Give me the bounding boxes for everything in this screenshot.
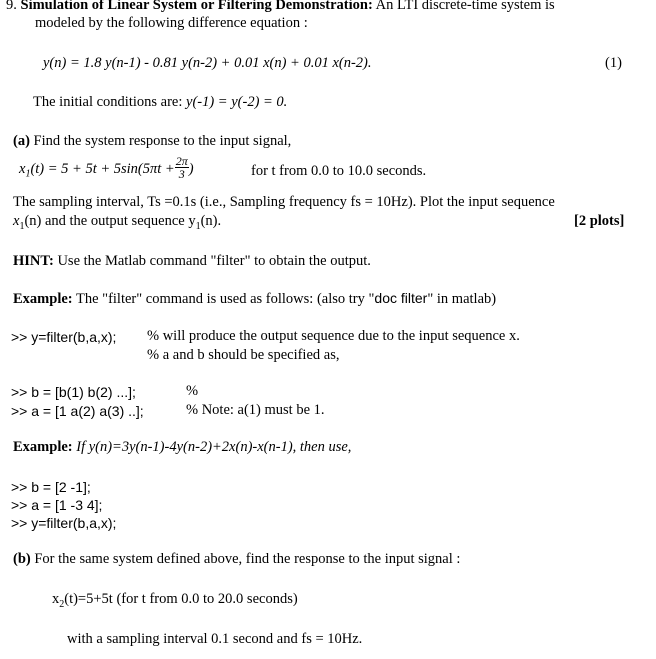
problem-intro-line2: modeled by the following difference equation : [35, 15, 308, 31]
input-signal-x2 [52, 591, 298, 610]
filter-command-comment: % will produce the output sequence due to the input sequence x. [147, 328, 520, 344]
example-1 [13, 290, 496, 308]
example-2 [13, 439, 351, 456]
b-coefficients-comment: % [186, 383, 199, 399]
plot-x-symbol: x [13, 213, 20, 229]
plot-instruction [13, 213, 221, 232]
phase-fraction [175, 155, 189, 180]
a-coefficients-comment: % Note: a(1) must be 1. [186, 402, 325, 418]
filter-command: >> y=filter(b,a,x); [11, 329, 117, 345]
part-a-text: Find the system response to the input signal, [33, 133, 292, 149]
part-b-text: For the same system defined above, find the response to the input signal : [34, 551, 461, 567]
x1-close-paren: ) [188, 160, 194, 177]
initial-conditions-label: The initial conditions are: [33, 94, 183, 110]
plot-text: (n) and the output sequence y [24, 213, 196, 229]
example-2-code-a: >> a = [1 -3 4]; [11, 497, 103, 513]
x2-subscript: 2 [59, 598, 65, 610]
example-1-text-end: " in matlab) [427, 291, 497, 307]
equation-tag: (1) [605, 55, 622, 71]
x1-symbol: x [19, 160, 26, 177]
part-b-heading [13, 551, 460, 568]
initial-conditions-value: y(-1) = y(-2) = 0. [186, 94, 288, 110]
x1-expression: (t) = 5 + 5t + 5sin(5πt + [30, 160, 175, 177]
plot-y-subscript: 1 [195, 220, 201, 232]
x1-subscript: 1 [25, 168, 31, 180]
problem-number: 9. [6, 0, 17, 13]
part-b-label: (b) [13, 551, 31, 567]
coefficients-comment: % a and b should be specified as, [147, 347, 340, 363]
fraction-denominator: 3 [178, 167, 185, 181]
part-a-label: (a) [13, 133, 30, 149]
plot-text-end: (n). [200, 213, 222, 229]
x1-time-range: for t from 0.0 to 10.0 seconds. [251, 163, 427, 179]
doc-filter-code: doc filter [374, 290, 428, 306]
part-b-sampling: with a sampling interval 0.1 second and fs = 10Hz. [67, 631, 363, 647]
initial-conditions [33, 94, 287, 111]
sampling-description: The sampling interval, Ts =0.1s (i.e., Sampling frequency fs = 10Hz). Plot the input sequence [13, 194, 555, 210]
example-2-text: If y(n)=3y(n-1)-4y(n-2)+2x(n)-x(n-1), then use, [76, 439, 352, 455]
plots-tag: [2 plots] [574, 213, 625, 229]
hint-label: HINT: [13, 253, 54, 269]
x2-expression: (t)=5+5t (for t from 0.0 to 20.0 seconds) [64, 591, 298, 607]
x2-symbol: x [52, 591, 60, 607]
problem-intro: An LTI discrete-time system is [375, 0, 555, 13]
input-signal-x1 [19, 154, 194, 182]
hint [13, 253, 371, 270]
problem-title: Simulation of Linear System or Filtering Demonstration: [20, 0, 373, 13]
plot-x-subscript: 1 [19, 220, 25, 232]
example-1-label: Example: [13, 291, 73, 307]
difference-equation: y(n) = 1.8 y(n-1) - 0.81 y(n-2) + 0.01 x(n) + 0.01 x(n-2). [43, 55, 372, 71]
example-1-text: The "filter" command is used as follows: (also try " [75, 291, 375, 307]
example-2-code-b: >> b = [2 -1]; [11, 479, 91, 495]
hint-text: Use the Matlab command "filter" to obtain the output. [57, 253, 371, 269]
fraction-numerator: 2π [175, 154, 188, 168]
problem-header [6, 0, 555, 14]
example-2-code-filter: >> y=filter(b,a,x); [11, 515, 117, 531]
a-coefficients-line: >> a = [1 a(2) a(3) ..]; [11, 403, 144, 419]
part-a-heading [13, 133, 291, 150]
example-2-label: Example: [13, 439, 73, 455]
b-coefficients-line: >> b = [b(1) b(2) ...]; [11, 384, 136, 400]
